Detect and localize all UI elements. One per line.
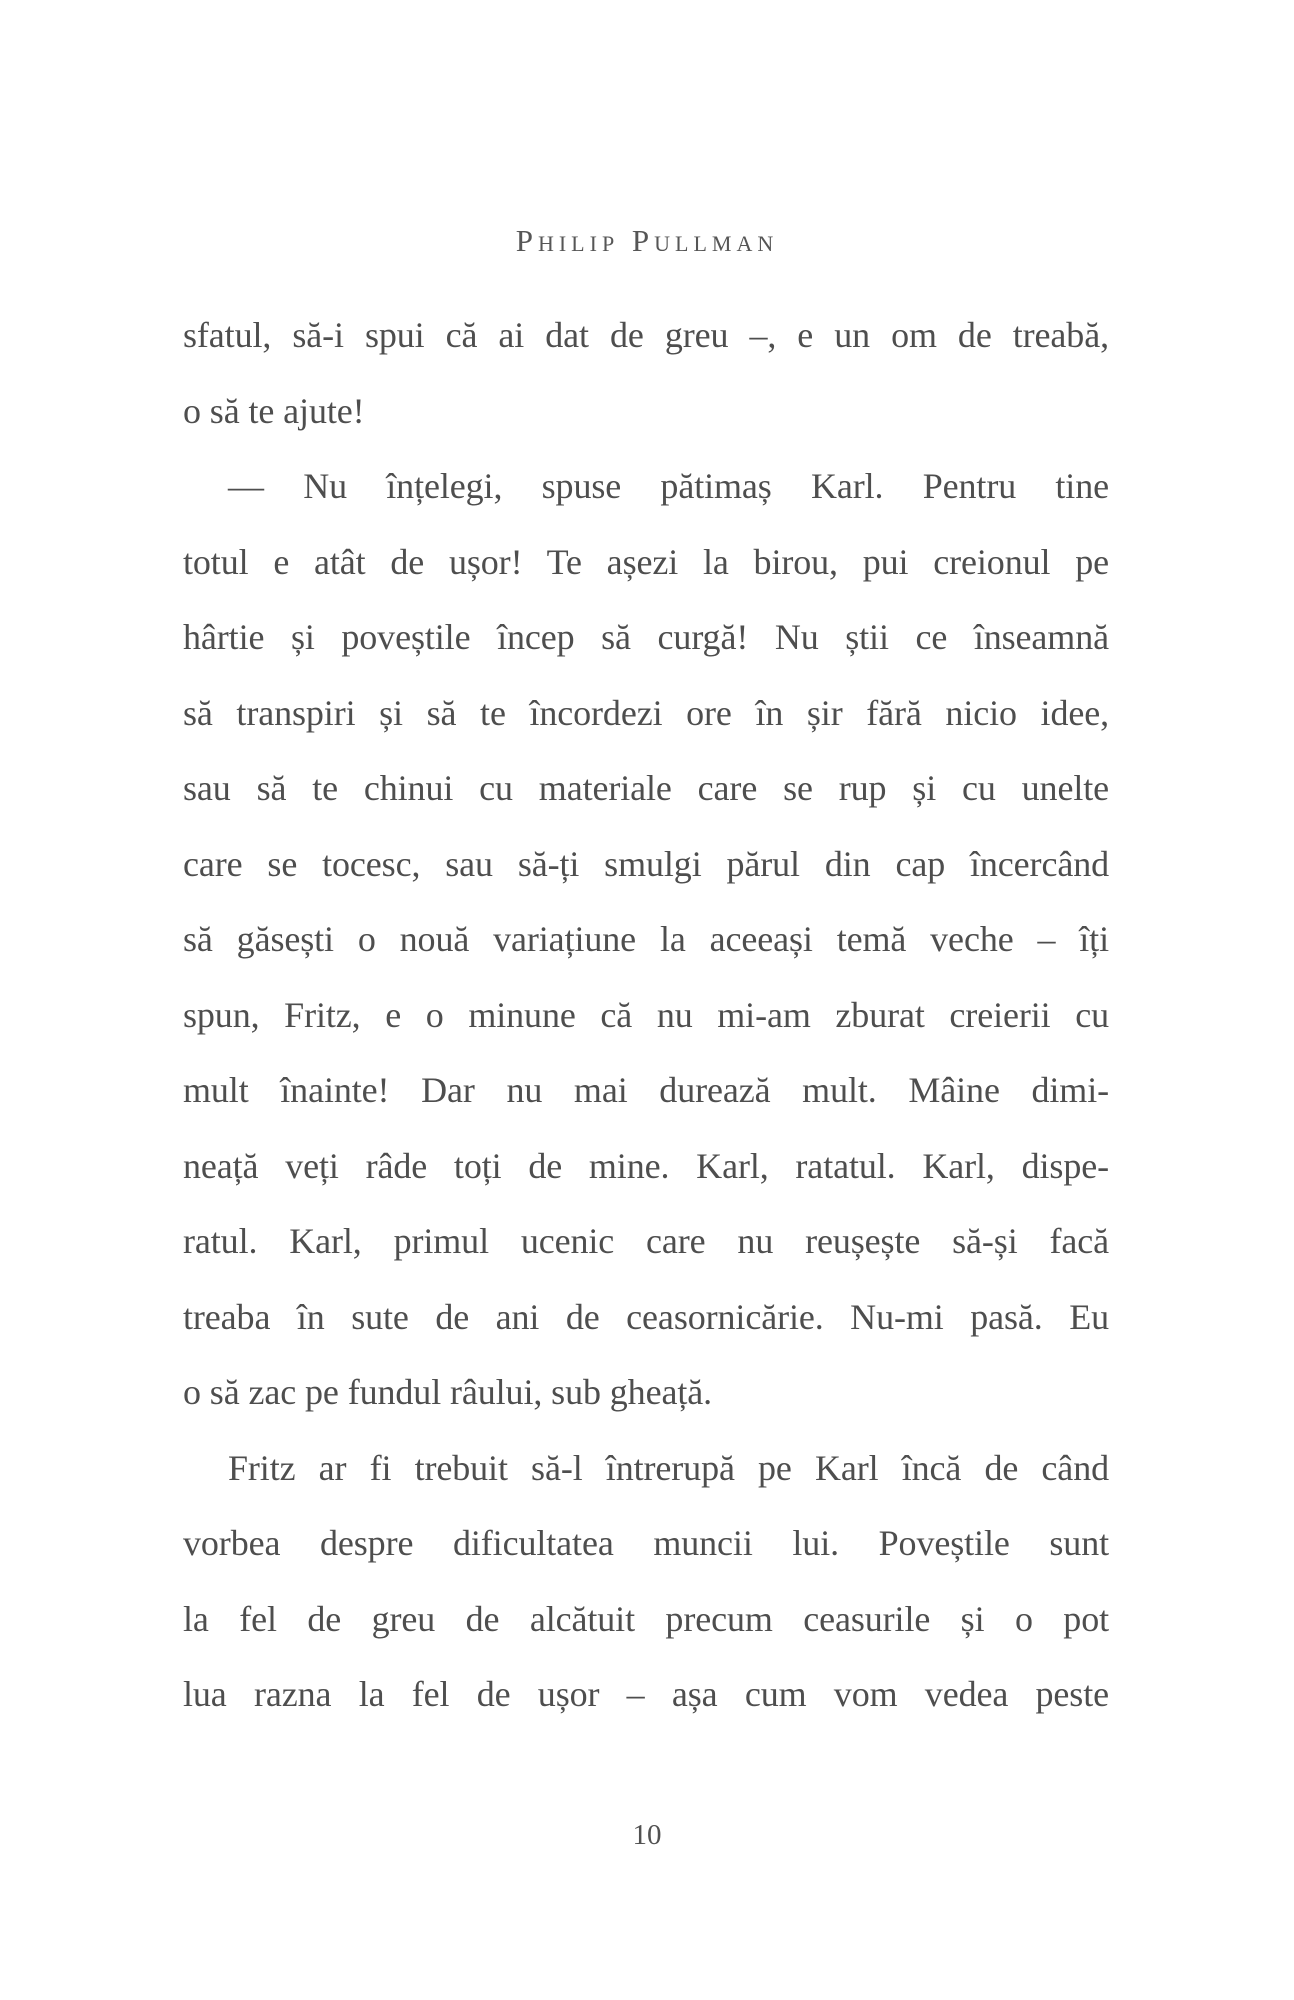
body-text bbox=[183, 298, 1109, 1733]
running-header: Philip Pullman bbox=[515, 223, 779, 258]
text-line: Fritz ar fi trebuit să-l întrerupă pe Karl încă de când bbox=[228, 1447, 1109, 1488]
text-line: la fel de greu de alcătuit precum ceasurile și o pot bbox=[183, 1598, 1109, 1639]
text-line: sfatul, să-i spui că ai dat de greu –, e un om de treabă, bbox=[183, 315, 1109, 355]
text-line: o să zac pe fundul râului, sub gheață. bbox=[183, 1372, 713, 1412]
text-line: vorbea despre dificultatea muncii lui. Poveștile sunt bbox=[183, 1523, 1109, 1563]
text-line: hârtie și poveștile încep să curgă! Nu știi ce înseamnă bbox=[183, 617, 1109, 657]
page-number: 10 bbox=[632, 1819, 662, 1851]
text-line: să găsești o nouă variațiune la aceeași temă veche – îți bbox=[183, 919, 1109, 959]
text-line: sau să te chinui cu materiale care se rup și cu unelte bbox=[183, 768, 1109, 808]
text-line: neață veți râde toți de mine. Karl, ratatul. Karl, dispe- bbox=[183, 1145, 1109, 1186]
text-line: care se tocesc, sau să-ți smulgi părul din cap încercând bbox=[183, 843, 1109, 884]
text-line: spun, Fritz, e o minune că nu mi-am zburat creierii cu bbox=[183, 994, 1109, 1035]
text-line: lua razna la fel de ușor – așa cum vom vedea peste bbox=[183, 1674, 1109, 1714]
text-line: o să te ajute! bbox=[183, 390, 365, 431]
text-line: — Nu înțelegi, spuse pătimaș Karl. Pentru tine bbox=[228, 466, 1109, 506]
text-line: să transpiri și să te încordezi ore în șir fără nicio idee, bbox=[183, 692, 1109, 733]
text-line: mult înainte! Dar nu mai durează mult. Mâine dimi- bbox=[183, 1070, 1109, 1110]
text-line: treaba în sute de ani de ceasornicărie. Nu-mi pasă. Eu bbox=[183, 1296, 1109, 1337]
text-line: ratul. Karl, primul ucenic care nu reușește să-și facă bbox=[183, 1221, 1109, 1261]
text-line: totul e atât de ușor! Te așezi la birou, pui creionul pe bbox=[183, 541, 1109, 582]
